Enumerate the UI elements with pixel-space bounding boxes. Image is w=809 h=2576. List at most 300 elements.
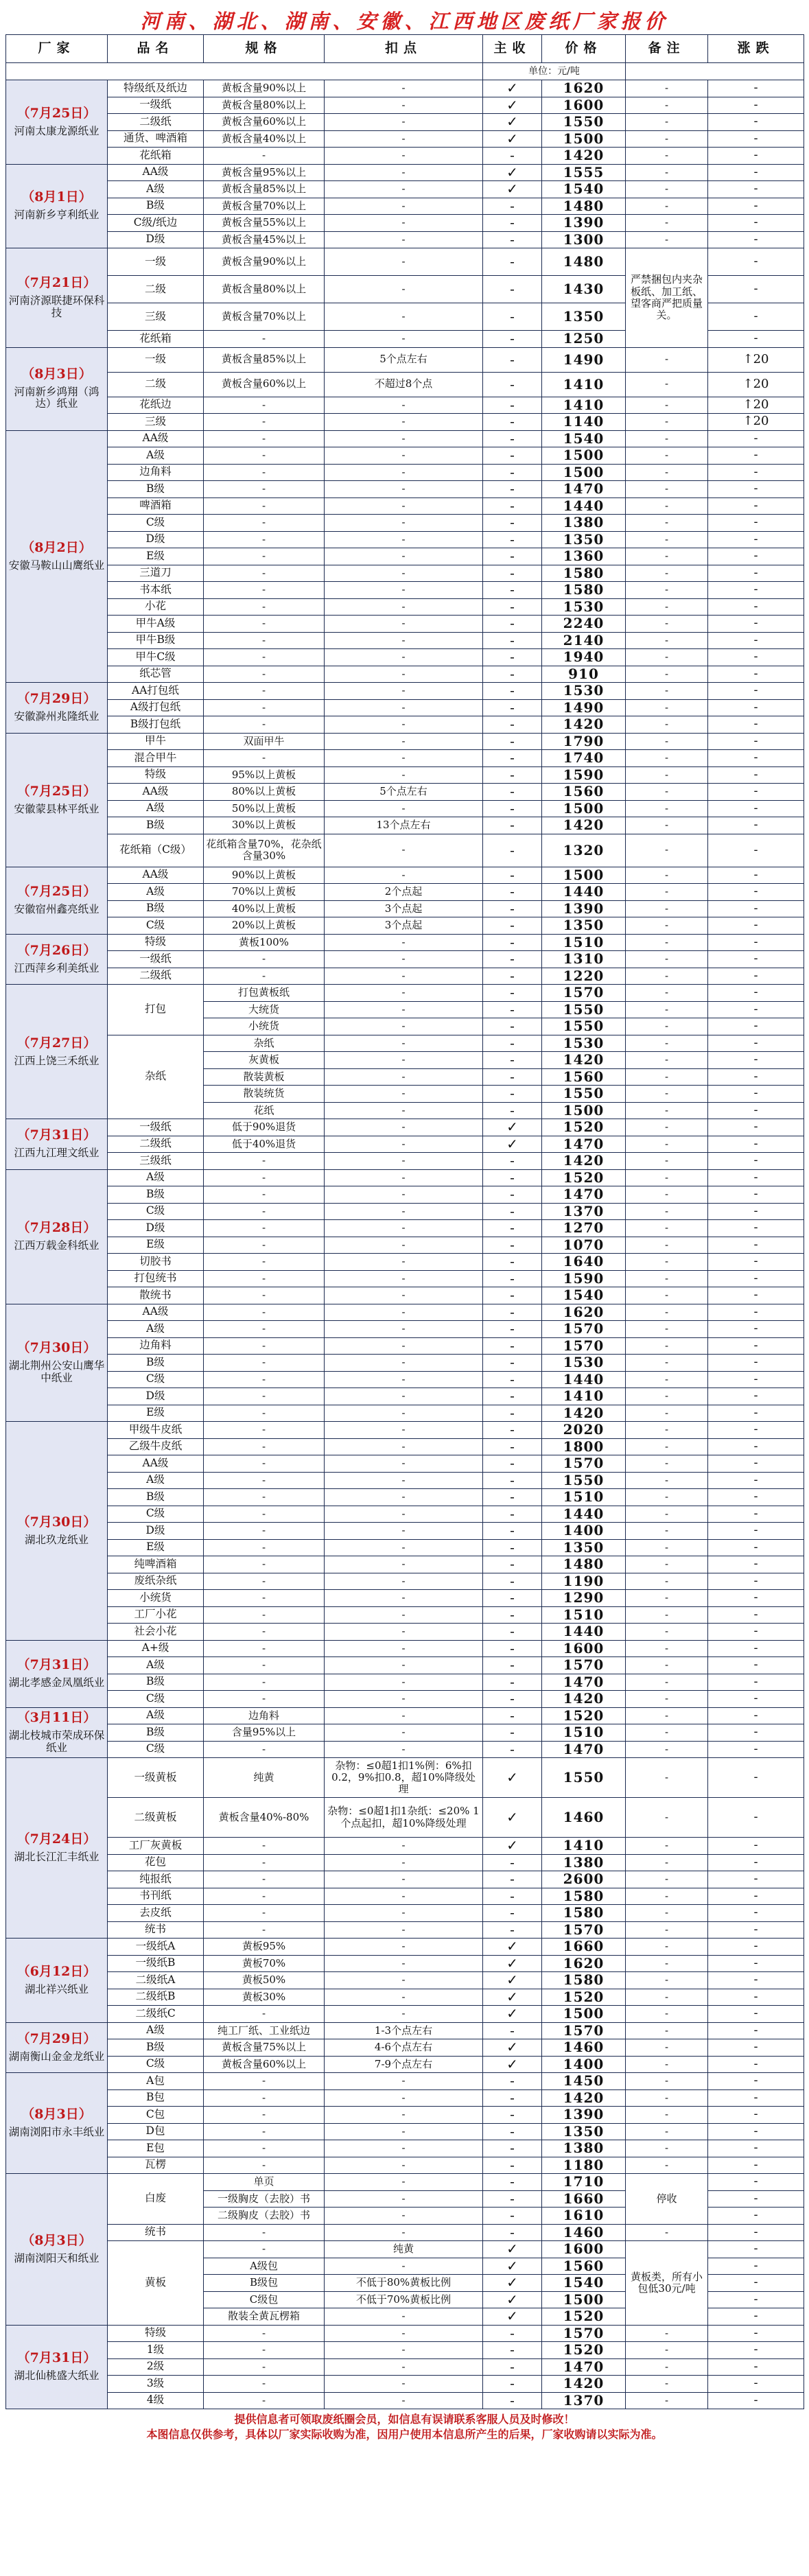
factory-cell (6, 80, 108, 165)
price-cell: 1590 (542, 1270, 626, 1287)
factory-cell (6, 2073, 108, 2174)
spec-cell: - (204, 1506, 325, 1523)
product-cell: 甲牛B级 (108, 632, 204, 649)
main-cell: - (483, 1854, 542, 1871)
table-row (6, 1674, 804, 1691)
main-cell: - (483, 1153, 542, 1170)
main-cell: - (483, 347, 542, 372)
main-cell: - (483, 2022, 542, 2039)
table-row (6, 884, 804, 901)
table-row (6, 666, 804, 683)
deduct-cell: - (325, 1838, 483, 1855)
deduct-cell: - (325, 1921, 483, 1939)
price-cell: 1600 (542, 97, 626, 114)
change-cell: ↑20 (708, 414, 804, 431)
deduct-cell: - (325, 1237, 483, 1254)
change-cell: - (708, 2308, 804, 2326)
main-cell: - (483, 666, 542, 683)
price-cell: 1580 (542, 582, 626, 599)
deduct-cell: - (325, 1136, 483, 1153)
table-row (6, 2022, 804, 2039)
change-cell: ↑20 (708, 347, 804, 372)
main-cell: - (483, 2089, 542, 2107)
factory-date: （7月31日） (16, 1127, 97, 1143)
table-row (6, 1220, 804, 1237)
deduct-cell: - (325, 148, 483, 165)
price-cell: 1350 (542, 1539, 626, 1556)
change-cell: - (708, 2208, 804, 2225)
product-cell: 二级纸 (108, 968, 204, 985)
note-cell: - (626, 649, 708, 666)
spec-cell: 20%以上黄板 (204, 917, 325, 935)
price-cell: 1310 (542, 951, 626, 968)
spec-cell: 黄板50% (204, 1972, 325, 1989)
price-cell: 1490 (542, 347, 626, 372)
spec-cell: - (204, 1153, 325, 1170)
product-cell: 甲牛 (108, 733, 204, 750)
product-cell: E级 (108, 1405, 204, 1422)
price-cell: 1520 (542, 2308, 626, 2326)
main-cell: - (483, 1472, 542, 1489)
change-cell: - (708, 1854, 804, 1871)
note-cell: - (626, 1871, 708, 1888)
note-cell: - (626, 347, 708, 372)
spec-cell: B级包 (204, 2275, 325, 2292)
deduct-cell: - (325, 1724, 483, 1742)
factory-date: （3月11日） (16, 1710, 97, 1726)
table-row (6, 968, 804, 985)
change-cell: - (708, 582, 804, 599)
main-cell: - (483, 1001, 542, 1018)
spec-cell: - (204, 1321, 325, 1338)
price-cell: 1560 (542, 1068, 626, 1086)
price-cell: 1660 (542, 2190, 626, 2208)
table-row (6, 347, 804, 372)
deduct-cell: - (325, 1018, 483, 1035)
note-cell: - (626, 181, 708, 198)
main-cell: - (483, 834, 542, 867)
note-cell: - (626, 2089, 708, 2107)
deduct-cell: - (325, 699, 483, 716)
product-cell: 3级 (108, 2376, 204, 2393)
price-cell: 1500 (542, 2006, 626, 2023)
main-cell: - (483, 2342, 542, 2359)
product-cell: A级 (108, 800, 204, 817)
price-cell: 1570 (542, 985, 626, 1002)
price-cell: 1790 (542, 733, 626, 750)
note-cell: - (626, 464, 708, 481)
factory-cell (6, 985, 108, 1119)
product-cell: B级 (108, 900, 204, 917)
main-cell: - (483, 2073, 542, 2090)
note-cell: - (626, 397, 708, 414)
footer-line-2: 本图信息仅供参考，具体以厂家实际收购为准，因用户使用本信息所产生的后果，厂家收购请以实际为准。 (146, 2427, 663, 2441)
header-row (6, 35, 804, 63)
note-cell: - (626, 817, 708, 834)
change-cell: - (708, 598, 804, 616)
factory-date: （8月3日） (21, 2232, 92, 2248)
change-cell: - (708, 1489, 804, 1506)
deduct-cell: - (325, 1001, 483, 1018)
price-cell: 1510 (542, 1606, 626, 1624)
change-cell: - (708, 683, 804, 700)
spec-cell: 95%以上黄板 (204, 766, 325, 784)
main-cell: - (483, 1455, 542, 1473)
main-cell: - (483, 616, 542, 633)
product-group-cell: 打包 (108, 985, 204, 1035)
table-row (6, 1871, 804, 1888)
main-cell: ✓ (483, 114, 542, 131)
table-row (6, 1939, 804, 1956)
spec-cell: - (204, 1371, 325, 1388)
price-cell: 1370 (542, 1203, 626, 1220)
change-cell: - (708, 447, 804, 465)
change-cell: - (708, 867, 804, 884)
change-cell: - (708, 1921, 804, 1939)
product-cell: 三道刀 (108, 565, 204, 582)
table-row (6, 497, 804, 515)
price-cell: 1555 (542, 164, 626, 181)
deduct-cell: - (325, 1854, 483, 1871)
table-row (6, 1169, 804, 1186)
product-cell: A级 (108, 1169, 204, 1186)
factory-name: 湖北仙桃盛大纸业 (14, 2369, 99, 2382)
spec-cell: 黄板含量90%以上 (204, 80, 325, 97)
table-row (6, 616, 804, 633)
table-row (6, 565, 804, 582)
product-cell: 特级 (108, 934, 204, 951)
spec-cell: 低于90%退货 (204, 1119, 325, 1136)
product-cell: C级 (108, 1691, 204, 1708)
product-cell: 一级纸 (108, 97, 204, 114)
spec-cell: 小统货 (204, 1018, 325, 1035)
price-cell: 1500 (542, 800, 626, 817)
deduct-cell: 3个点起 (325, 917, 483, 935)
change-cell: - (708, 215, 804, 232)
change-cell: - (708, 548, 804, 565)
price-table (5, 34, 804, 2409)
change-cell: - (708, 1355, 804, 1372)
price-cell: 1460 (542, 2039, 626, 2057)
change-cell: - (708, 1871, 804, 1888)
product-group-cell: 黄板 (108, 2241, 204, 2326)
main-cell: - (483, 1438, 542, 1455)
deduct-cell: - (325, 1169, 483, 1186)
factory-name: 湖北枝城市荣成环保纸业 (8, 1729, 105, 1754)
change-cell: - (708, 1422, 804, 1439)
deduct-cell: - (325, 1270, 483, 1287)
table-row (6, 2089, 804, 2107)
spec-cell: 双面甲牛 (204, 733, 325, 750)
product-cell: A级打包纸 (108, 699, 204, 716)
deduct-cell: - (325, 1337, 483, 1355)
table-row (6, 2107, 804, 2124)
product-cell: C级 (108, 1506, 204, 1523)
spec-cell: - (204, 1270, 325, 1287)
spec-cell: 黄板含量60%以上 (204, 114, 325, 131)
spec-cell: 黄板含量40%以上 (204, 130, 325, 148)
spec-cell: - (204, 1304, 325, 1321)
change-cell: - (708, 985, 804, 1002)
change-cell: - (708, 1169, 804, 1186)
main-cell: - (483, 1186, 542, 1204)
change-cell: - (708, 1741, 804, 1758)
change-cell: - (708, 2174, 804, 2191)
factory-cell (6, 164, 108, 248)
main-cell: - (483, 397, 542, 414)
spec-cell: 黄板含量80%以上 (204, 276, 325, 303)
note-cell: - (626, 1854, 708, 1871)
change-cell: - (708, 1220, 804, 1237)
product-cell: 花纸箱 (108, 331, 204, 348)
deduct-cell: - (325, 1888, 483, 1905)
product-cell: B级 (108, 481, 204, 498)
main-cell: - (483, 1871, 542, 1888)
table-row (6, 372, 804, 397)
deduct-cell: 杂物：≤0超1扣1杂纸：≤20% 1个点起扣，超10%降级处理 (325, 1798, 483, 1838)
spec-cell: - (204, 1539, 325, 1556)
table-row (6, 1119, 804, 1136)
note-cell: - (626, 1691, 708, 1708)
table-row (6, 430, 804, 447)
main-cell: - (483, 2208, 542, 2225)
note-cell: - (626, 1506, 708, 1523)
table-row (6, 1254, 804, 1271)
factory-cell (6, 683, 108, 734)
table-row (6, 716, 804, 734)
deduct-cell: - (325, 616, 483, 633)
note-cell: - (626, 733, 708, 750)
factory-date: （7月30日） (16, 1340, 97, 1356)
main-cell: - (483, 1270, 542, 1287)
change-cell: - (708, 1590, 804, 1607)
deduct-cell: - (325, 565, 483, 582)
change-cell: - (708, 2190, 804, 2208)
product-cell: 纯啤酒箱 (108, 1556, 204, 1573)
deduct-cell: - (325, 598, 483, 616)
spec-cell: - (204, 2006, 325, 2023)
deduct-cell: - (325, 632, 483, 649)
change-cell: - (708, 2006, 804, 2023)
main-cell: - (483, 1018, 542, 1035)
spec-cell: - (204, 1186, 325, 1204)
deduct-cell: - (325, 97, 483, 114)
change-cell: - (708, 1798, 804, 1838)
product-cell: 一级黄板 (108, 1758, 204, 1798)
note-cell: - (626, 582, 708, 599)
spec-cell: - (204, 1388, 325, 1405)
main-cell: - (483, 464, 542, 481)
spec-cell: - (204, 1523, 325, 1540)
change-cell: - (708, 2022, 804, 2039)
note-cell: - (626, 766, 708, 784)
main-cell: - (483, 2190, 542, 2208)
price-cell: 1350 (542, 531, 626, 548)
note-cell: - (626, 2342, 708, 2359)
note-cell: - (626, 481, 708, 498)
note-cell: - (626, 1371, 708, 1388)
table-row (6, 900, 804, 917)
note-cell: 黄板类，所有小包低30元/吨 (626, 2241, 708, 2326)
table-row (6, 834, 804, 867)
main-cell: - (483, 447, 542, 465)
price-cell: 1420 (542, 2089, 626, 2107)
note-cell: - (626, 1203, 708, 1220)
note-cell: - (626, 917, 708, 935)
main-cell: - (483, 1287, 542, 1304)
main-cell: ✓ (483, 2291, 542, 2308)
change-cell: - (708, 632, 804, 649)
product-cell: 统书 (108, 1921, 204, 1939)
factory-cell (6, 248, 108, 348)
note-cell: - (626, 1304, 708, 1321)
spec-cell: 纯工厂纸、工业纸边 (204, 2022, 325, 2039)
change-cell: - (708, 531, 804, 548)
main-cell: - (483, 1707, 542, 1724)
spec-cell: 黄板95% (204, 1939, 325, 1956)
note-cell: - (626, 1921, 708, 1939)
product-cell: 花纸箱 (108, 148, 204, 165)
main-cell: ✓ (483, 1838, 542, 1855)
note-cell: - (626, 683, 708, 700)
table-row (6, 934, 804, 951)
deduct-cell: - (325, 934, 483, 951)
deduct-cell: - (325, 716, 483, 734)
table-row (6, 699, 804, 716)
main-cell: - (483, 1724, 542, 1742)
product-cell: 小花 (108, 598, 204, 616)
spec-cell: - (204, 331, 325, 348)
spec-cell: - (204, 598, 325, 616)
factory-date: （6月12日） (16, 1963, 97, 1979)
table-row (6, 2224, 804, 2241)
product-cell: B级 (108, 1186, 204, 1204)
spec-cell: - (204, 430, 325, 447)
table-row (6, 1489, 804, 1506)
spec-cell: - (204, 2089, 325, 2107)
note-cell: - (626, 1972, 708, 1989)
change-cell: - (708, 481, 804, 498)
product-cell: 去皮纸 (108, 1905, 204, 1922)
note-cell: - (626, 1489, 708, 1506)
note-cell: - (626, 1102, 708, 1119)
factory-name: 河南太康龙源纸业 (14, 124, 99, 137)
note-cell: - (626, 900, 708, 917)
product-cell: B级 (108, 198, 204, 215)
factory-name: 湖北祥兴纸业 (24, 1982, 89, 1995)
page (5, 5, 804, 2442)
note-cell: - (626, 2224, 708, 2241)
change-cell: - (708, 884, 804, 901)
main-cell: - (483, 1905, 542, 1922)
price-cell: 1550 (542, 114, 626, 131)
deduct-cell: - (325, 2089, 483, 2107)
change-cell: - (708, 2392, 804, 2409)
product-cell: AA级 (108, 867, 204, 884)
product-cell: C级/纸边 (108, 215, 204, 232)
deduct-cell: - (325, 1489, 483, 1506)
price-cell: 1520 (542, 1119, 626, 1136)
main-cell: - (483, 900, 542, 917)
note-cell: - (626, 1220, 708, 1237)
spec-cell: - (204, 481, 325, 498)
price-cell: 1380 (542, 1854, 626, 1871)
main-cell: - (483, 598, 542, 616)
change-cell: - (708, 2056, 804, 2073)
product-cell: AA级 (108, 430, 204, 447)
change-cell: - (708, 2258, 804, 2275)
product-cell: 切胶书 (108, 1254, 204, 1271)
spec-cell: - (204, 1640, 325, 1657)
deduct-cell: - (325, 1405, 483, 1422)
price-cell: 1500 (542, 867, 626, 884)
factory-date: （8月3日） (21, 366, 92, 382)
product-cell: C级 (108, 1203, 204, 1220)
table-row (6, 1624, 804, 1641)
price-cell: 1410 (542, 1838, 626, 1855)
product-cell: E级 (108, 1539, 204, 1556)
main-cell: - (483, 276, 542, 303)
main-cell: - (483, 331, 542, 348)
note-cell: - (626, 372, 708, 397)
factory-date: （7月25日） (16, 884, 97, 900)
spec-cell: - (204, 2358, 325, 2376)
factory-cell (6, 1304, 108, 1422)
note-cell: - (626, 968, 708, 985)
deduct-cell: - (325, 2208, 483, 2225)
change-cell: - (708, 430, 804, 447)
price-cell: 1440 (542, 1371, 626, 1388)
price-cell: 1380 (542, 2140, 626, 2157)
note-cell: - (626, 951, 708, 968)
spec-cell: - (204, 2325, 325, 2342)
change-cell: - (708, 1905, 804, 1922)
change-cell: - (708, 1707, 804, 1724)
deduct-cell: 不低于70%黄板比例 (325, 2291, 483, 2308)
deduct-cell: - (325, 1455, 483, 1473)
change-cell: - (708, 148, 804, 165)
header-note: 备注 (626, 35, 708, 63)
table-row (6, 1438, 804, 1455)
deduct-cell: - (325, 1539, 483, 1556)
change-cell: - (708, 766, 804, 784)
price-cell: 1620 (542, 1955, 626, 1972)
price-cell: 1570 (542, 1455, 626, 1473)
price-cell: 1550 (542, 1018, 626, 1035)
main-cell: - (483, 968, 542, 985)
product-cell: 二级黄板 (108, 1798, 204, 1838)
factory-cell (6, 733, 108, 867)
price-cell: 1550 (542, 1758, 626, 1798)
spec-cell: - (204, 649, 325, 666)
note-cell: 严禁捆包内夹杂板纸、加工纸、望客商严把质量关。 (626, 248, 708, 348)
product-cell: 一级纸A (108, 1939, 204, 1956)
change-cell: - (708, 2107, 804, 2124)
price-cell: 1290 (542, 1590, 626, 1607)
factory-cell (6, 1758, 108, 1939)
deduct-cell: - (325, 834, 483, 867)
table-row (6, 548, 804, 565)
table-row (6, 1371, 804, 1388)
change-cell: - (708, 900, 804, 917)
note-cell: - (626, 1321, 708, 1338)
product-cell: 一级纸 (108, 951, 204, 968)
product-cell: 工厂灰黄板 (108, 1838, 204, 1855)
change-cell: - (708, 733, 804, 750)
spec-cell: 黄板含量70%以上 (204, 303, 325, 331)
change-cell: - (708, 1086, 804, 1103)
table-row (6, 1539, 804, 1556)
